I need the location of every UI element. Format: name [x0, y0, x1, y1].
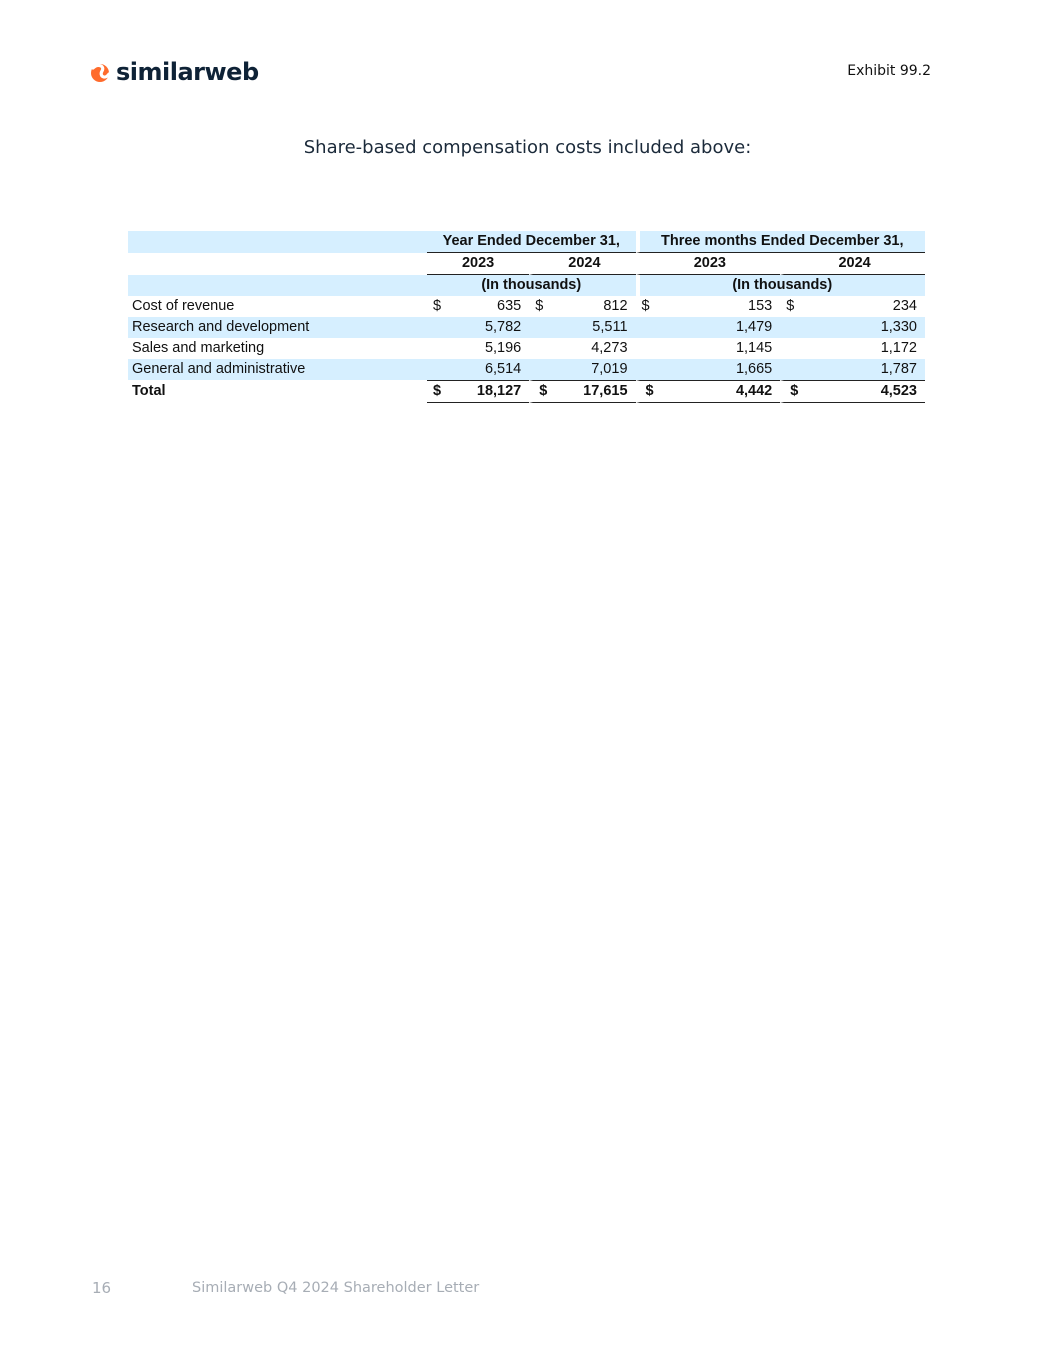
currency-symbol: $	[780, 380, 810, 403]
currency-blank	[636, 338, 666, 359]
currency-blank	[529, 338, 559, 359]
table-row	[128, 296, 925, 317]
value-year-2024: 5,511	[559, 317, 635, 338]
share-based-compensation-table	[128, 231, 925, 403]
value-year-2023: 5,782	[453, 317, 529, 338]
similarweb-logo-icon	[89, 60, 111, 84]
total-q4-2024: 4,523	[810, 380, 925, 403]
table-row	[128, 317, 925, 338]
value-year-2024: 4,273	[591, 340, 628, 356]
value-q4-2024: 1,172	[880, 340, 917, 356]
footer-title: Similarweb Q4 2024 Shareholder Letter	[192, 1280, 480, 1296]
q4-2024-header: 2024	[780, 253, 925, 275]
logo-wordmark: similarweb	[116, 58, 259, 86]
header-blank-cell	[128, 253, 427, 275]
header-blank-cell	[128, 275, 427, 296]
three-months-units-label: (In thousands)	[636, 275, 925, 296]
table-year-header-row	[128, 253, 925, 275]
currency-blank	[780, 359, 810, 380]
value-q4-2024: 234	[892, 298, 917, 314]
currency-blank	[529, 317, 559, 338]
currency-blank	[636, 317, 666, 338]
currency-blank	[780, 317, 810, 338]
currency-symbol: $	[529, 380, 559, 403]
value-q4-2023: 1,479	[666, 317, 781, 338]
value-q4-2023: 1,145	[735, 340, 773, 356]
currency-symbol: $	[535, 298, 544, 314]
currency-blank	[427, 338, 453, 359]
currency-blank	[529, 359, 559, 380]
table-group-header-row	[128, 231, 925, 253]
row-label: Sales and marketing	[132, 340, 265, 356]
value-q4-2024: 1,787	[810, 359, 925, 380]
row-label: Cost of revenue	[132, 298, 235, 314]
company-logo	[89, 58, 259, 86]
value-q4-2023: 153	[748, 298, 773, 314]
table-total-row	[128, 380, 925, 403]
total-label: Total	[132, 383, 166, 399]
currency-blank	[636, 359, 666, 380]
value-year-2024: 812	[603, 298, 628, 314]
currency-symbol: $	[636, 380, 666, 403]
value-year-2023: 6,514	[453, 359, 529, 380]
total-year-2023: 18,127	[453, 380, 529, 403]
header-blank-cell	[128, 231, 427, 253]
section-title: Share-based compensation costs included above:	[303, 137, 752, 158]
row-label: Research and development	[128, 317, 427, 338]
year-ended-header: Year Ended December 31,	[427, 231, 636, 253]
value-year-2024: 7,019	[559, 359, 635, 380]
total-q4-2023: 4,442	[666, 380, 781, 403]
total-year-2024: 17,615	[559, 380, 635, 403]
year-units-label: (In thousands)	[427, 275, 636, 296]
page-number: 16	[92, 1279, 112, 1297]
q4-2023-header: 2023	[636, 253, 781, 275]
value-q4-2023: 1,665	[666, 359, 781, 380]
exhibit-label: Exhibit 99.2	[847, 63, 931, 79]
year-2024-header: 2024	[529, 253, 635, 275]
three-months-ended-header: Three months Ended December 31,	[636, 231, 925, 253]
row-label: General and administrative	[128, 359, 427, 380]
year-2023-header: 2023	[427, 253, 529, 275]
table-row	[128, 338, 925, 359]
value-q4-2024: 1,330	[810, 317, 925, 338]
currency-symbol: $	[786, 298, 795, 314]
table-row	[128, 359, 925, 380]
currency-blank	[427, 359, 453, 380]
currency-symbol: $	[641, 298, 650, 314]
currency-symbol: $	[433, 298, 442, 314]
currency-blank	[427, 317, 453, 338]
currency-blank	[780, 338, 810, 359]
value-year-2023: 635	[497, 298, 522, 314]
value-year-2023: 5,196	[484, 340, 522, 356]
table-units-row	[128, 275, 925, 296]
currency-symbol: $	[427, 380, 453, 403]
